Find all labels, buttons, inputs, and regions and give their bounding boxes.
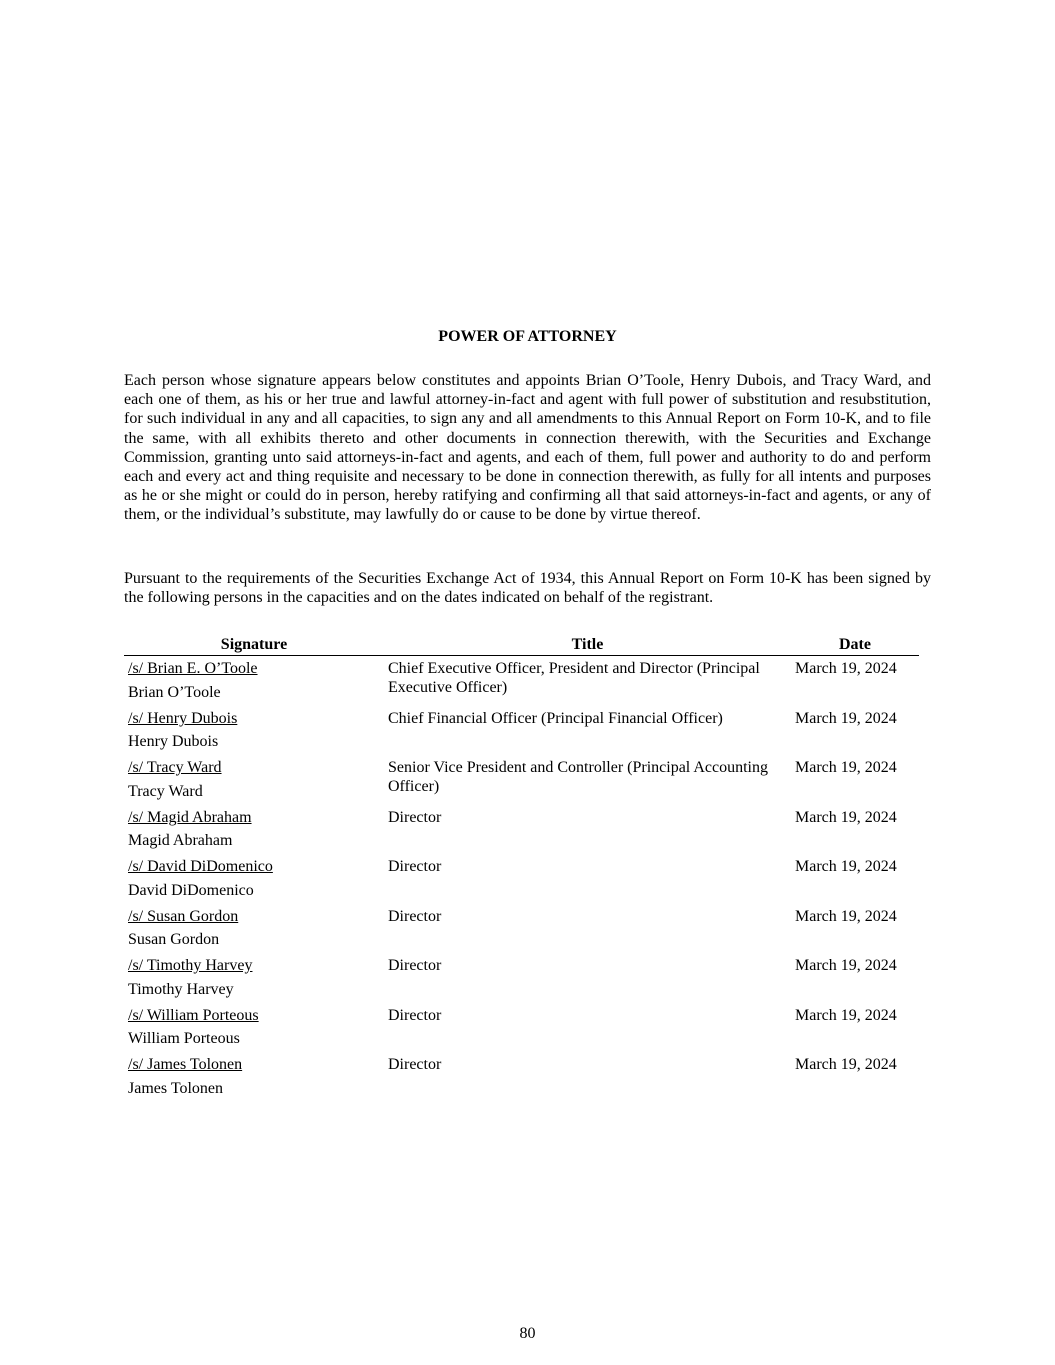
table-row bbox=[124, 805, 919, 855]
header-date: Date bbox=[791, 635, 919, 656]
signature-cell bbox=[124, 805, 384, 855]
signature-text: /s/ Henry Dubois bbox=[128, 709, 238, 727]
document-heading: POWER OF ATTORNEY bbox=[438, 328, 617, 345]
date-cell: March 19, 2024 bbox=[795, 808, 897, 826]
signature-table bbox=[124, 635, 919, 1102]
signature-text: /s/ William Porteous bbox=[128, 1006, 259, 1024]
header-signature: Signature bbox=[124, 635, 384, 656]
signature-cell bbox=[124, 1052, 384, 1102]
date-cell: March 19, 2024 bbox=[795, 957, 897, 975]
title-cell: Chief Financial Officer (Principal Financial Officer) bbox=[388, 709, 723, 727]
title-cell: Director bbox=[388, 858, 442, 876]
signature-text: /s/ Susan Gordon bbox=[128, 907, 239, 925]
table-row bbox=[124, 854, 919, 904]
signature-cell bbox=[124, 904, 384, 954]
power-of-attorney-paragraph: Each person whose signature appears below constitutes and appoints Brian O’Toole, Henry Dubois, and Tracy Ward, and each one of them, as his or her true and lawful attorney-in-fact and agent with full power of substitution and resubstitution, for such individual in any and all capacities, to sign any and all amendments to this Annual Report on Form 10-K, and to file the same, with all exhibits thereto and other documents in connection therewith, with the Securities and Exchange Commission, granting unto said attorneys-in-fact and agents, and each of them, full power and authority to do and perform each and every act and thing requisite and necessary to be done in connection therewith, as fully for all intents and purposes as he or she might or could do in person, hereby ratifying and confirming all that said attorneys-in-fact and agents, or any of them, or the individual’s substitute, may lawfully do or cause to be done by virtue thereof. bbox=[124, 372, 931, 524]
signer-name: David DiDomenico bbox=[128, 881, 254, 899]
signature-table-header-row bbox=[124, 635, 919, 656]
signer-name: Tracy Ward bbox=[128, 782, 203, 800]
date-cell: March 19, 2024 bbox=[795, 709, 897, 727]
title-cell: Director bbox=[388, 808, 442, 826]
date-cell: March 19, 2024 bbox=[795, 759, 897, 777]
signature-text: /s/ Magid Abraham bbox=[128, 808, 252, 826]
date-cell: March 19, 2024 bbox=[795, 660, 897, 678]
title-cell: Director bbox=[388, 1056, 442, 1074]
signature-cell bbox=[124, 755, 384, 805]
signer-name: Timothy Harvey bbox=[128, 980, 234, 998]
signer-name: Magid Abraham bbox=[128, 832, 233, 850]
table-row bbox=[124, 656, 919, 706]
table-row bbox=[124, 904, 919, 954]
signer-name: James Tolonen bbox=[128, 1079, 224, 1097]
title-cell: Director bbox=[388, 957, 442, 975]
signer-name: Susan Gordon bbox=[128, 931, 220, 949]
page-number: 80 bbox=[519, 1325, 536, 1342]
date-cell: March 19, 2024 bbox=[795, 1056, 897, 1074]
date-cell: March 19, 2024 bbox=[795, 858, 897, 876]
signature-cell bbox=[124, 706, 384, 756]
signature-cell bbox=[124, 953, 384, 1003]
title-cell: Director bbox=[388, 907, 442, 925]
signature-text: /s/ Timothy Harvey bbox=[128, 957, 253, 975]
header-title: Title bbox=[384, 635, 791, 656]
signature-cell bbox=[124, 656, 384, 706]
signature-text: /s/ Tracy Ward bbox=[128, 759, 222, 777]
signature-text: /s/ David DiDomenico bbox=[128, 858, 273, 876]
title-cell: Senior Vice President and Controller (Principal Accounting Officer) bbox=[388, 759, 768, 796]
table-row bbox=[124, 1003, 919, 1053]
title-cell: Chief Executive Officer, President and Director (Principal Executive Officer) bbox=[388, 660, 760, 697]
signature-text: /s/ James Tolonen bbox=[128, 1056, 243, 1074]
date-cell: March 19, 2024 bbox=[795, 1006, 897, 1024]
table-row bbox=[124, 1052, 919, 1102]
date-cell: March 19, 2024 bbox=[795, 907, 897, 925]
table-row bbox=[124, 953, 919, 1003]
signer-name: Henry Dubois bbox=[128, 733, 219, 751]
signature-cell bbox=[124, 854, 384, 904]
table-row bbox=[124, 755, 919, 805]
signer-name: Brian O’Toole bbox=[128, 683, 221, 701]
signer-name: William Porteous bbox=[128, 1030, 240, 1048]
pursuant-paragraph: Pursuant to the requirements of the Securities Exchange Act of 1934, this Annual Report on Form 10-K has been signed by the following persons in the capacities and on the dates indicated on behalf of the registrant. bbox=[124, 570, 931, 607]
title-cell: Director bbox=[388, 1006, 442, 1024]
signature-text: /s/ Brian E. O’Toole bbox=[128, 660, 258, 678]
table-row bbox=[124, 706, 919, 756]
signature-cell bbox=[124, 1003, 384, 1053]
